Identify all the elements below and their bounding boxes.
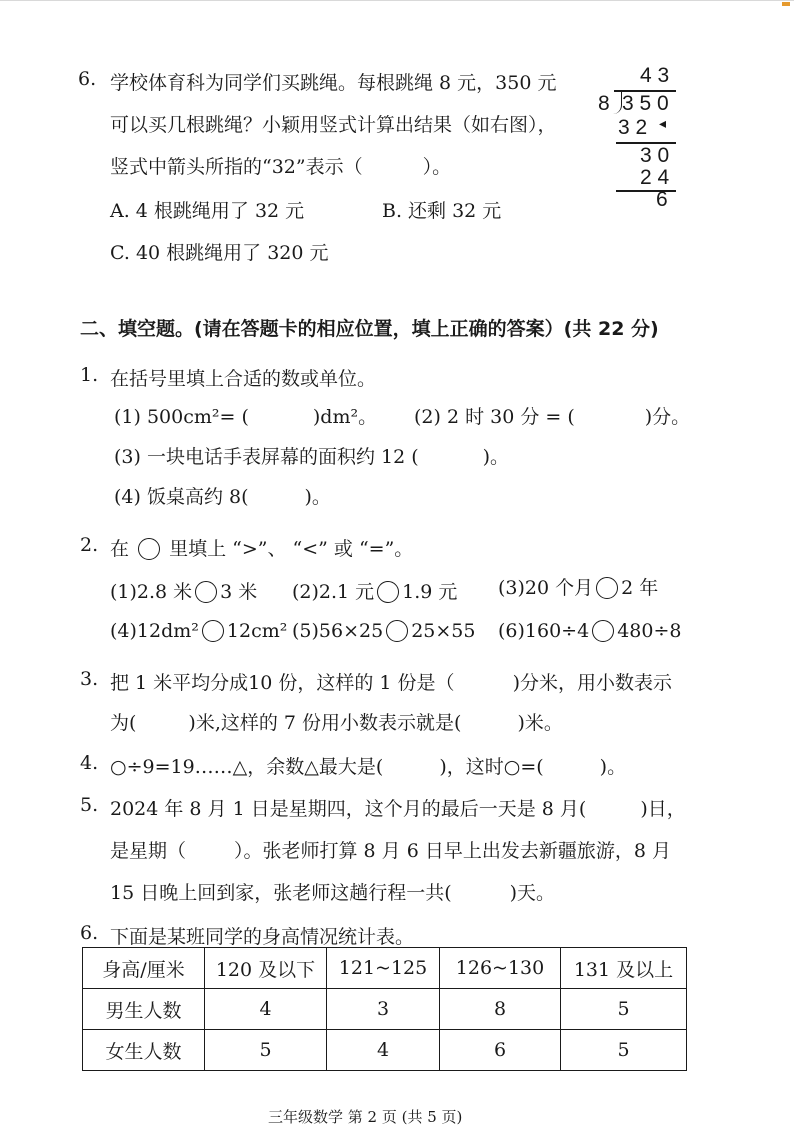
- q2-item-3: [498, 573, 658, 600]
- q5-line3-a: 15 日晚上回到家，张老师这趟行程一共(: [110, 882, 452, 904]
- height-stats-table: [82, 947, 687, 1071]
- q5-line1: [110, 794, 686, 821]
- q6-table-text: 下面是某班同学的身高情况统计表。: [110, 926, 415, 948]
- table-cell: 3: [327, 989, 440, 1030]
- q2-item-3-left: (3)20 个月: [498, 577, 594, 599]
- q3-line1: [110, 668, 672, 695]
- circle-icon: [138, 538, 160, 560]
- q2-item-5: [292, 620, 475, 642]
- q3-line1-b: )分米，用小数表示: [512, 672, 672, 694]
- division-step3: 2 4: [640, 166, 670, 189]
- q2-item-5-circle[interactable]: [386, 620, 408, 642]
- q3-line2-b: )米,这样的 7 份用小数表示就是(: [188, 712, 462, 734]
- table-cell: 8: [440, 989, 561, 1030]
- q1-part4: [114, 482, 331, 509]
- q6-option-b: B. 还剩 32 元: [382, 200, 502, 222]
- q2-item-5-right: 25×55: [411, 620, 476, 642]
- q4-part-b: )，这时○=(: [439, 756, 544, 778]
- table-cell: 女生人数: [83, 1030, 205, 1071]
- division-step2: 3 0: [640, 144, 670, 167]
- q1-part3-after: )。: [482, 446, 510, 468]
- q2-item-1-right: 3 米: [220, 581, 258, 603]
- q6-line1: 学校体育科为同学们买跳绳。每根跳绳 8 元，350 元: [110, 72, 557, 94]
- q3-line2-c: )米。: [517, 712, 563, 734]
- q3-number: 3.: [80, 668, 99, 690]
- q1-part3-before: (3) 一块电话手表屏幕的面积约 12 (: [114, 446, 419, 468]
- division-step1: 3 2: [618, 116, 648, 139]
- q2-item-6: [498, 620, 681, 642]
- q3-line1-a: 把 1 米平均分成10 份，这样的 1 份是（: [110, 672, 455, 694]
- q6-option-a: A. 4 根跳绳用了 32 元: [110, 200, 305, 222]
- table-row: [83, 1030, 687, 1071]
- table-cell: 6: [440, 1030, 561, 1071]
- q2-item-6-circle[interactable]: [592, 620, 614, 642]
- q2-item-2-right: 1.9 元: [402, 581, 458, 603]
- table-cell: 男生人数: [83, 989, 205, 1030]
- q3-line2: [110, 708, 563, 735]
- q2-item-1: [110, 577, 257, 604]
- q1-part2-after: )分。: [644, 406, 691, 428]
- q1-part4-before: (4) 饭桌高约 8(: [114, 486, 249, 508]
- section2-title: 二、填空题。(请在答题卡的相应位置，填上正确的答案）(共 22 分): [80, 318, 659, 340]
- q1-text: 在括号里填上合适的数或单位。: [110, 368, 377, 390]
- q5-number: 5.: [80, 794, 99, 816]
- q2-item-3-circle[interactable]: [596, 577, 618, 599]
- q2-item-4-left: (4)12dm²: [110, 620, 199, 642]
- q2-item-4-right: 12cm²: [226, 620, 288, 642]
- q4-part-a: ○÷9=19……△，余数△最大是(: [110, 756, 384, 778]
- page-footer: 三年级数学 第 2 页 (共 5 页): [268, 1108, 463, 1126]
- table-cell: 5: [561, 989, 687, 1030]
- q2-item-6-right: 480÷8: [617, 620, 682, 642]
- table-header-row: [83, 948, 687, 989]
- q6-option-c: C. 40 根跳绳用了 320 元: [110, 242, 329, 264]
- arrow-left-icon: ◂: [659, 116, 667, 132]
- q4-number: 4.: [80, 752, 99, 774]
- q5-line2-a: 是星期（: [110, 840, 187, 862]
- q4-line: [110, 752, 626, 779]
- page-top-edge: [0, 0, 794, 1]
- table-header-cell: 131 及以上: [561, 948, 687, 989]
- q6-line3: [110, 152, 451, 179]
- q6-line3-after: ）。: [422, 156, 452, 178]
- q1-part2: [414, 402, 690, 429]
- table-header-cell: 身高/厘米: [83, 948, 205, 989]
- division-remainder: 6: [656, 188, 668, 211]
- q5-line1-b: )日，: [640, 798, 686, 820]
- q1-number: 1.: [80, 364, 99, 386]
- q5-line2-b: ）。张老师打算 8 月 6 日早上出发去新疆旅游，8 月: [234, 840, 671, 862]
- division-quotient: 4 3: [640, 64, 670, 87]
- q1-part1: [114, 402, 377, 429]
- q2-item-1-circle[interactable]: [195, 581, 217, 603]
- q6-table-number: 6.: [80, 922, 99, 944]
- q2-item-4-circle[interactable]: [202, 620, 224, 642]
- q2-text-before: 在: [110, 538, 130, 560]
- division-divisor: 8: [598, 92, 610, 115]
- q2-item-2-left: (2)2.1 元: [292, 581, 375, 603]
- q2-item-1-left: (1)2.8 米: [110, 581, 193, 603]
- table-header-cell: 126~130: [440, 948, 561, 989]
- q2-item-5-left: (5)56×25: [292, 620, 384, 642]
- table-cell: 4: [327, 1030, 440, 1071]
- table-cell: 5: [561, 1030, 687, 1071]
- q5-line3: [110, 878, 555, 905]
- q1-part3: [114, 442, 509, 469]
- q2-item-2: [292, 577, 457, 604]
- q1-part1-before: (1) 500cm²= (: [114, 406, 249, 428]
- q4-part-c: )。: [599, 756, 627, 778]
- table-cell: 5: [205, 1030, 327, 1071]
- q5-line3-b: )天。: [509, 882, 556, 904]
- q1-part2-before: (2) 2 时 30 分 = (: [414, 406, 575, 428]
- q1-part4-after: )。: [304, 486, 331, 508]
- q6-line2: 可以买几根跳绳？小颖用竖式计算出结果（如右图），: [110, 114, 557, 136]
- q1-part1-after: )dm²。: [312, 406, 378, 428]
- table-header-cell: 120 及以下: [205, 948, 327, 989]
- q2-text: [110, 534, 413, 561]
- corner-mark: [782, 2, 790, 6]
- q5-line2: [110, 836, 671, 863]
- q2-item-3-right: 2 年: [621, 577, 659, 599]
- q2-item-2-circle[interactable]: [377, 581, 399, 603]
- q2-item-6-left: (6)160÷4: [498, 620, 590, 642]
- q5-line1-a: 2024 年 8 月 1 日是星期四，这个月的最后一天是 8 月(: [110, 798, 587, 820]
- q6-number: 6.: [78, 68, 97, 90]
- q2-item-4: [110, 620, 287, 642]
- table-row: [83, 989, 687, 1030]
- division-dividend: 3 5 0: [622, 92, 669, 115]
- q2-number: 2.: [80, 534, 99, 556]
- q3-line2-a: 为(: [110, 712, 137, 734]
- q6-line3-before: 竖式中箭头所指的“32”表示（: [110, 156, 363, 178]
- table-cell: 4: [205, 989, 327, 1030]
- division-bracket-side: [612, 90, 622, 114]
- q2-text-after: 里填上 “>”、 “<” 或 “=”。: [169, 538, 414, 560]
- table-header-cell: 121~125: [327, 948, 440, 989]
